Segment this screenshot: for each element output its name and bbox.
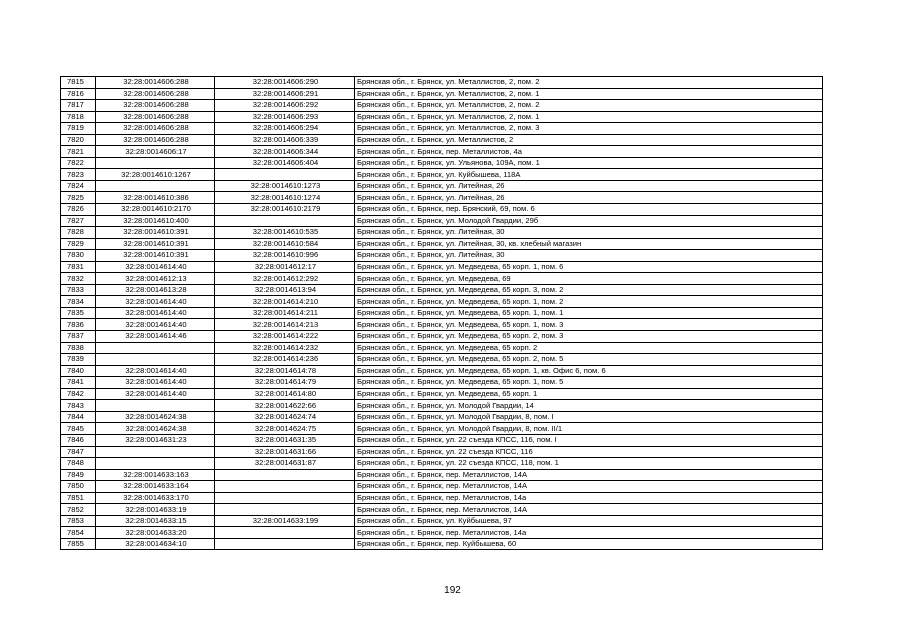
address-cell: Брянская обл., г. Брянск, ул. 22 съезда КПСС, 116 [355, 446, 823, 458]
address-cell: Брянская обл., г. Брянск, ул. Металлистов, 2, пом. 1 [355, 111, 823, 123]
row-number-cell: 7829 [61, 238, 96, 250]
address-cell: Брянская обл., г. Брянск, ул. Металлистов, 2, пом. 2 [355, 77, 823, 89]
table-row [61, 365, 823, 377]
object-cadastral-number-cell: 32:28:0014610:535 [215, 227, 355, 239]
object-cadastral-number-cell: 32:28:0014606:292 [215, 100, 355, 112]
land-cadastral-number-cell [96, 157, 215, 169]
address-cell: Брянская обл., г. Брянск, ул. Медведева, 65 корп. 1, пом. 6 [355, 261, 823, 273]
table-row [61, 215, 823, 227]
land-cadastral-number-cell: 32:28:0014614:40 [96, 319, 215, 331]
land-cadastral-number-cell: 32:28:0014606:288 [96, 111, 215, 123]
object-cadastral-number-cell [215, 469, 355, 481]
table-row [61, 307, 823, 319]
row-number-cell: 7818 [61, 111, 96, 123]
address-cell: Брянская обл., г. Брянск, ул. Металлистов, 2, пом. 2 [355, 100, 823, 112]
table-row [61, 319, 823, 331]
address-cell: Брянская обл., г. Брянск, ул. 22 съезда КПСС, 116, пом. I [355, 434, 823, 446]
row-number-cell: 7838 [61, 342, 96, 354]
object-cadastral-number-cell: 32:28:0014614:79 [215, 377, 355, 389]
table-row [61, 331, 823, 343]
address-cell: Брянская обл., г. Брянск, ул. Металлистов, 2, пом. 3 [355, 123, 823, 135]
row-number-cell: 7835 [61, 307, 96, 319]
object-cadastral-number-cell: 32:28:0014631:35 [215, 434, 355, 446]
object-cadastral-number-cell: 32:28:0014610:2179 [215, 204, 355, 216]
land-cadastral-number-cell: 32:28:0014606:288 [96, 123, 215, 135]
land-cadastral-number-cell: 32:28:0014614:46 [96, 331, 215, 343]
row-number-cell: 7816 [61, 88, 96, 100]
land-cadastral-number-cell: 32:28:0014614:40 [96, 388, 215, 400]
land-cadastral-number-cell: 32:28:0014624:38 [96, 411, 215, 423]
address-cell: Брянская обл., г. Брянск, ул. Медведева, 65 корп. 1 [355, 388, 823, 400]
table-row [61, 458, 823, 470]
table-row [61, 204, 823, 216]
table-row [61, 515, 823, 527]
row-number-cell: 7824 [61, 180, 96, 192]
row-number-cell: 7833 [61, 284, 96, 296]
land-cadastral-number-cell: 32:28:0014610:2170 [96, 204, 215, 216]
row-number-cell: 7846 [61, 434, 96, 446]
row-number-cell: 7836 [61, 319, 96, 331]
land-cadastral-number-cell: 32:28:0014614:40 [96, 377, 215, 389]
address-cell: Брянская обл., г. Брянск, ул. Куйбышева, 118А [355, 169, 823, 181]
address-cell: Брянская обл., г. Брянск, ул. Медведева, 69 [355, 273, 823, 285]
row-number-cell: 7827 [61, 215, 96, 227]
row-number-cell: 7848 [61, 458, 96, 470]
address-cell: Брянская обл., г. Брянск, ул. Литейная, 30 [355, 227, 823, 239]
address-cell: Брянская обл., г. Брянск, пер. Металлистов, 14А [355, 504, 823, 516]
table-row [61, 238, 823, 250]
land-cadastral-number-cell [96, 458, 215, 470]
address-cell: Брянская обл., г. Брянск, пер. Металлистов, 14а [355, 492, 823, 504]
land-cadastral-number-cell: 32:28:0014610:391 [96, 227, 215, 239]
address-cell: Брянская обл., г. Брянск, пер. Металлистов, 4а [355, 146, 823, 158]
object-cadastral-number-cell: 32:28:0014610:1274 [215, 192, 355, 204]
row-number-cell: 7840 [61, 365, 96, 377]
land-cadastral-number-cell: 32:28:0014624:38 [96, 423, 215, 435]
land-cadastral-number-cell: 32:28:0014610:1267 [96, 169, 215, 181]
table-row [61, 146, 823, 158]
table-row [61, 400, 823, 412]
table-row [61, 469, 823, 481]
address-cell: Брянская обл., г. Брянск, ул. Ульянова, 109А, пом. 1 [355, 157, 823, 169]
address-cell: Брянская обл., г. Брянск, ул. Медведева, 65 корп. 1, пом. 3 [355, 319, 823, 331]
land-cadastral-number-cell: 32:28:0014612:13 [96, 273, 215, 285]
object-cadastral-number-cell: 32:28:0014606:293 [215, 111, 355, 123]
row-number-cell: 7822 [61, 157, 96, 169]
object-cadastral-number-cell: 32:28:0014614:213 [215, 319, 355, 331]
address-cell: Брянская обл., г. Брянск, ул. Молодой Гвардии, 29б [355, 215, 823, 227]
land-cadastral-number-cell: 32:28:0014614:40 [96, 365, 215, 377]
row-number-cell: 7817 [61, 100, 96, 112]
land-cadastral-number-cell [96, 180, 215, 192]
row-number-cell: 7854 [61, 527, 96, 539]
row-number-cell: 7820 [61, 134, 96, 146]
object-cadastral-number-cell: 32:28:0014614:210 [215, 296, 355, 308]
table-row [61, 157, 823, 169]
object-cadastral-number-cell: 32:28:0014614:236 [215, 354, 355, 366]
row-number-cell: 7828 [61, 227, 96, 239]
address-cell: Брянская обл., г. Брянск, ул. Молодой Гвардии, 8, пом. I [355, 411, 823, 423]
address-cell: Брянская обл., г. Брянск, ул. Медведева, 65 корп. 2, пом. 5 [355, 354, 823, 366]
object-cadastral-number-cell: 32:28:0014614:80 [215, 388, 355, 400]
row-number-cell: 7842 [61, 388, 96, 400]
table-row [61, 250, 823, 262]
row-number-cell: 7823 [61, 169, 96, 181]
row-number-cell: 7847 [61, 446, 96, 458]
object-cadastral-number-cell: 32:28:0014612:292 [215, 273, 355, 285]
row-number-cell: 7825 [61, 192, 96, 204]
object-cadastral-number-cell: 32:28:0014606:339 [215, 134, 355, 146]
land-cadastral-number-cell: 32:28:0014610:386 [96, 192, 215, 204]
row-number-cell: 7855 [61, 538, 96, 550]
land-cadastral-number-cell: 32:28:0014613:28 [96, 284, 215, 296]
table-row [61, 100, 823, 112]
land-cadastral-number-cell: 32:28:0014633:164 [96, 481, 215, 493]
row-number-cell: 7826 [61, 204, 96, 216]
row-number-cell: 7853 [61, 515, 96, 527]
table-row [61, 180, 823, 192]
table-row [61, 77, 823, 89]
address-cell: Брянская обл., г. Брянск, ул. Медведева, 65 корп. 1, пом. 5 [355, 377, 823, 389]
table-row [61, 538, 823, 550]
row-number-cell: 7830 [61, 250, 96, 262]
land-cadastral-number-cell [96, 446, 215, 458]
object-cadastral-number-cell: 32:28:0014622:66 [215, 400, 355, 412]
table-row [61, 192, 823, 204]
land-cadastral-number-cell: 32:28:0014614:40 [96, 261, 215, 273]
land-cadastral-number-cell: 32:28:0014606:288 [96, 100, 215, 112]
table-row [61, 492, 823, 504]
address-cell: Брянская обл., г. Брянск, ул. Литейная, 26 [355, 180, 823, 192]
row-number-cell: 7832 [61, 273, 96, 285]
table-row [61, 111, 823, 123]
table-row [61, 261, 823, 273]
object-cadastral-number-cell: 32:28:0014606:404 [215, 157, 355, 169]
page-number: 192 [444, 585, 461, 596]
address-cell: Брянская обл., г. Брянск, ул. Молодой Гвардии, 8, пом. II/1 [355, 423, 823, 435]
land-cadastral-number-cell: 32:28:0014614:40 [96, 296, 215, 308]
object-cadastral-number-cell [215, 527, 355, 539]
object-cadastral-number-cell: 32:28:0014606:294 [215, 123, 355, 135]
object-cadastral-number-cell: 32:28:0014631:66 [215, 446, 355, 458]
row-number-cell: 7850 [61, 481, 96, 493]
land-cadastral-number-cell: 32:28:0014634:10 [96, 538, 215, 550]
land-cadastral-number-cell: 32:28:0014606:288 [96, 77, 215, 89]
land-cadastral-number-cell: 32:28:0014633:170 [96, 492, 215, 504]
address-cell: Брянская обл., г. Брянск, ул. Литейная, 30, кв. хлебный магазин [355, 238, 823, 250]
table-row [61, 284, 823, 296]
row-number-cell: 7841 [61, 377, 96, 389]
row-number-cell: 7852 [61, 504, 96, 516]
table-row [61, 354, 823, 366]
table-row [61, 434, 823, 446]
object-cadastral-number-cell: 32:28:0014614:222 [215, 331, 355, 343]
row-number-cell: 7819 [61, 123, 96, 135]
land-cadastral-number-cell: 32:28:0014633:20 [96, 527, 215, 539]
table-row [61, 388, 823, 400]
property-table-body [61, 77, 823, 550]
object-cadastral-number-cell: 32:28:0014614:211 [215, 307, 355, 319]
object-cadastral-number-cell [215, 504, 355, 516]
object-cadastral-number-cell: 32:28:0014606:290 [215, 77, 355, 89]
object-cadastral-number-cell: 32:28:0014624:75 [215, 423, 355, 435]
land-cadastral-number-cell: 32:28:0014614:40 [96, 307, 215, 319]
land-cadastral-number-cell [96, 400, 215, 412]
address-cell: Брянская обл., г. Брянск, пер. Металлистов, 14А [355, 481, 823, 493]
table-row [61, 134, 823, 146]
object-cadastral-number-cell [215, 481, 355, 493]
land-cadastral-number-cell [96, 354, 215, 366]
table-row [61, 88, 823, 100]
row-number-cell: 7815 [61, 77, 96, 89]
address-cell: Брянская обл., г. Брянск, ул. Металлистов, 2 [355, 134, 823, 146]
object-cadastral-number-cell: 32:28:0014610:1273 [215, 180, 355, 192]
row-number-cell: 7843 [61, 400, 96, 412]
row-number-cell: 7851 [61, 492, 96, 504]
table-row [61, 504, 823, 516]
address-cell: Брянская обл., г. Брянск, ул. Медведева, 65 корп. 1, пом. 2 [355, 296, 823, 308]
address-cell: Брянская обл., г. Брянск, пер. Металлистов, 14а [355, 527, 823, 539]
object-cadastral-number-cell: 32:28:0014631:87 [215, 458, 355, 470]
object-cadastral-number-cell [215, 538, 355, 550]
table-row [61, 411, 823, 423]
address-cell: Брянская обл., г. Брянск, ул. Литейная, 26 [355, 192, 823, 204]
object-cadastral-number-cell: 32:28:0014624:74 [215, 411, 355, 423]
land-cadastral-number-cell: 32:28:0014606:288 [96, 88, 215, 100]
object-cadastral-number-cell: 32:28:0014633:199 [215, 515, 355, 527]
land-cadastral-number-cell: 32:28:0014606:288 [96, 134, 215, 146]
object-cadastral-number-cell: 32:28:0014606:344 [215, 146, 355, 158]
object-cadastral-number-cell: 32:28:0014614:232 [215, 342, 355, 354]
row-number-cell: 7821 [61, 146, 96, 158]
land-cadastral-number-cell: 32:28:0014633:19 [96, 504, 215, 516]
object-cadastral-number-cell: 32:28:0014614:78 [215, 365, 355, 377]
land-cadastral-number-cell: 32:28:0014606:17 [96, 146, 215, 158]
address-cell: Брянская обл., г. Брянск, ул. Медведева, 65 корп. 2 [355, 342, 823, 354]
object-cadastral-number-cell: 32:28:0014610:584 [215, 238, 355, 250]
table-row [61, 342, 823, 354]
address-cell: Брянская обл., г. Брянск, ул. Куйбышева, 97 [355, 515, 823, 527]
address-cell: Брянская обл., г. Брянск, ул. Медведева, 65 корп. 2, пом. 3 [355, 331, 823, 343]
land-cadastral-number-cell: 32:28:0014610:391 [96, 250, 215, 262]
table-row [61, 227, 823, 239]
address-cell: Брянская обл., г. Брянск, ул. Литейная, 30 [355, 250, 823, 262]
object-cadastral-number-cell [215, 215, 355, 227]
object-cadastral-number-cell: 32:28:0014612:17 [215, 261, 355, 273]
land-cadastral-number-cell: 32:28:0014631:23 [96, 434, 215, 446]
table-row [61, 296, 823, 308]
land-cadastral-number-cell: 32:28:0014610:400 [96, 215, 215, 227]
object-cadastral-number-cell: 32:28:0014606:291 [215, 88, 355, 100]
address-cell: Брянская обл., г. Брянск, пер. Металлистов, 14А [355, 469, 823, 481]
row-number-cell: 7837 [61, 331, 96, 343]
address-cell: Брянская обл., г. Брянск, пер. Брянский, 69, пом. 6 [355, 204, 823, 216]
land-cadastral-number-cell [96, 342, 215, 354]
table-row [61, 273, 823, 285]
land-cadastral-number-cell: 32:28:0014633:15 [96, 515, 215, 527]
row-number-cell: 7844 [61, 411, 96, 423]
object-cadastral-number-cell: 32:28:0014613:94 [215, 284, 355, 296]
row-number-cell: 7834 [61, 296, 96, 308]
object-cadastral-number-cell [215, 492, 355, 504]
row-number-cell: 7849 [61, 469, 96, 481]
address-cell: Брянская обл., г. Брянск, ул. Медведева, 65 корп. 1, кв. Офис 6, пом. 6 [355, 365, 823, 377]
row-number-cell: 7839 [61, 354, 96, 366]
land-cadastral-number-cell: 32:28:0014633:163 [96, 469, 215, 481]
object-cadastral-number-cell: 32:28:0014610:996 [215, 250, 355, 262]
address-cell: Брянская обл., г. Брянск, ул. Медведева, 65 корп. 1, пом. 1 [355, 307, 823, 319]
property-table [60, 76, 823, 550]
address-cell: Брянская обл., г. Брянск, ул. Медведева, 65 корп. 3, пом. 2 [355, 284, 823, 296]
table-row [61, 446, 823, 458]
address-cell: Брянская обл., г. Брянск, ул. 22 съезда КПСС, 118, пом. 1 [355, 458, 823, 470]
address-cell: Брянская обл., г. Брянск, ул. Молодой Гвардии, 14 [355, 400, 823, 412]
land-cadastral-number-cell: 32:28:0014610:391 [96, 238, 215, 250]
table-row [61, 527, 823, 539]
table-row [61, 377, 823, 389]
row-number-cell: 7845 [61, 423, 96, 435]
table-row [61, 423, 823, 435]
address-cell: Брянская обл., г. Брянск, ул. Металлистов, 2, пом. 1 [355, 88, 823, 100]
table-row [61, 169, 823, 181]
address-cell: Брянская обл., г. Брянск, пер. Куйбышева, 60 [355, 538, 823, 550]
object-cadastral-number-cell [215, 169, 355, 181]
table-row [61, 481, 823, 493]
table-row [61, 123, 823, 135]
row-number-cell: 7831 [61, 261, 96, 273]
